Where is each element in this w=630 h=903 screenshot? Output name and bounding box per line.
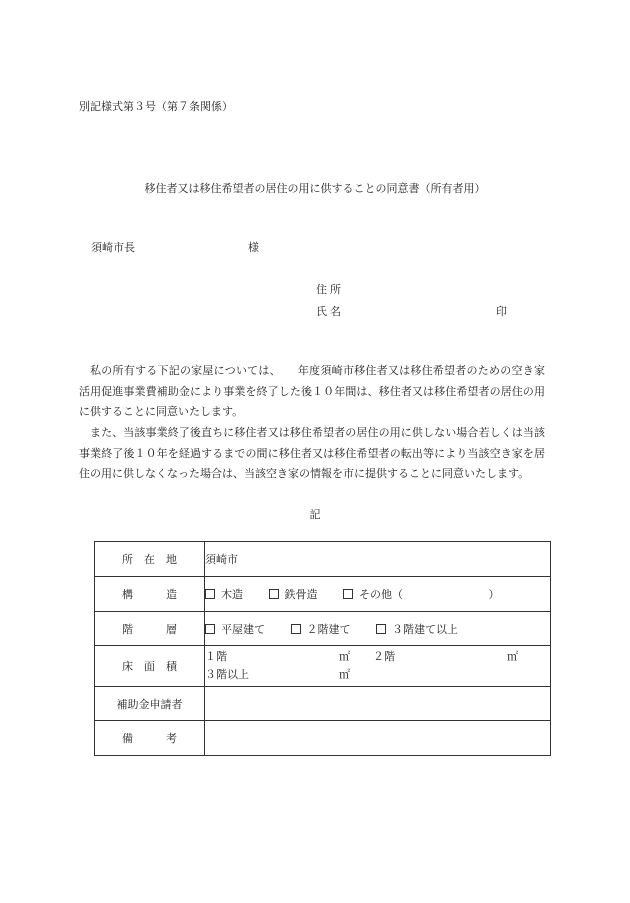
- checkbox-icon[interactable]: [291, 624, 301, 634]
- name-label: 氏名: [316, 305, 344, 318]
- table-row-remarks: [95, 721, 551, 756]
- applicant-label: 補助金申請者: [95, 687, 205, 721]
- table-row-floors: [95, 612, 551, 646]
- table-row-floor-area: [95, 646, 551, 687]
- property-table: [94, 541, 551, 756]
- remarks-value[interactable]: [205, 721, 551, 756]
- location-label: 所 在 地: [95, 542, 205, 577]
- checkbox-icon[interactable]: [376, 624, 386, 634]
- floors-label: 階 層: [95, 612, 205, 646]
- ki-heading: 記: [309, 508, 321, 521]
- area-2f-label: ２階: [373, 650, 395, 663]
- structure-option-other[interactable]: その他（: [343, 586, 403, 602]
- area-1f-label: １階: [205, 650, 227, 663]
- checkbox-icon[interactable]: [205, 624, 215, 634]
- area-2f-unit: ㎡: [507, 650, 518, 663]
- floor-area-label: 床 面 積: [95, 646, 205, 687]
- floor-area-values: [205, 646, 551, 687]
- floors-option-single[interactable]: 平屋建て: [205, 621, 265, 637]
- address-label: 住所: [316, 283, 344, 296]
- seal-mark: 印: [496, 305, 507, 318]
- structure-options: [205, 577, 551, 612]
- floors-options: [205, 612, 551, 646]
- document-title: 移住者又は移住希望者の居住の用に供することの同意書（所有者用）: [144, 182, 486, 195]
- area-1f-unit: ㎡: [339, 650, 350, 663]
- consent-paragraph-1: 私の所有する下記の家屋については、 年度須崎市移住者又は移住希望者のための空き家活用促進事業費補助金により事業を終了した後１０年間は、移住者又は移住希望者の居住の用に供することに同意いたします。: [79, 364, 545, 418]
- floors-option-two[interactable]: ２階建て: [291, 621, 351, 637]
- table-row-location: [95, 542, 551, 577]
- location-value[interactable]: 須崎市: [205, 542, 551, 577]
- checkbox-icon[interactable]: [205, 589, 215, 599]
- honorific: 様: [248, 241, 259, 254]
- applicant-value[interactable]: [205, 687, 551, 721]
- table-row-applicant: [95, 687, 551, 721]
- structure-option-wood[interactable]: 木造: [205, 586, 243, 602]
- remarks-label: 備 考: [95, 721, 205, 756]
- addressee: 須崎市長: [91, 241, 135, 254]
- consent-paragraph-2: また、当該事業終了後直ちに移住者又は移住希望者の居住の用に供しない場合若しくは当該事業終了後１０年を経過するまでの間に移住者又は移住希望者の転出等により当該空き家を居住の用に供しなくなった場合は、当該空き家の情報を市に提供することに同意いたします。: [79, 426, 545, 480]
- area-3f-label: ３階以上: [205, 668, 249, 681]
- form-number: 別記様式第３号（第７条関係）: [79, 100, 233, 113]
- structure-label: 構 造: [95, 577, 205, 612]
- checkbox-icon[interactable]: [269, 589, 279, 599]
- checkbox-icon[interactable]: [343, 589, 353, 599]
- table-row-structure: [95, 577, 551, 612]
- structure-close-paren: ）: [488, 588, 500, 601]
- floors-option-three-plus[interactable]: ３階建て以上: [376, 621, 458, 637]
- structure-option-steel[interactable]: 鉄骨造: [269, 586, 318, 602]
- area-3f-unit: ㎡: [339, 668, 350, 681]
